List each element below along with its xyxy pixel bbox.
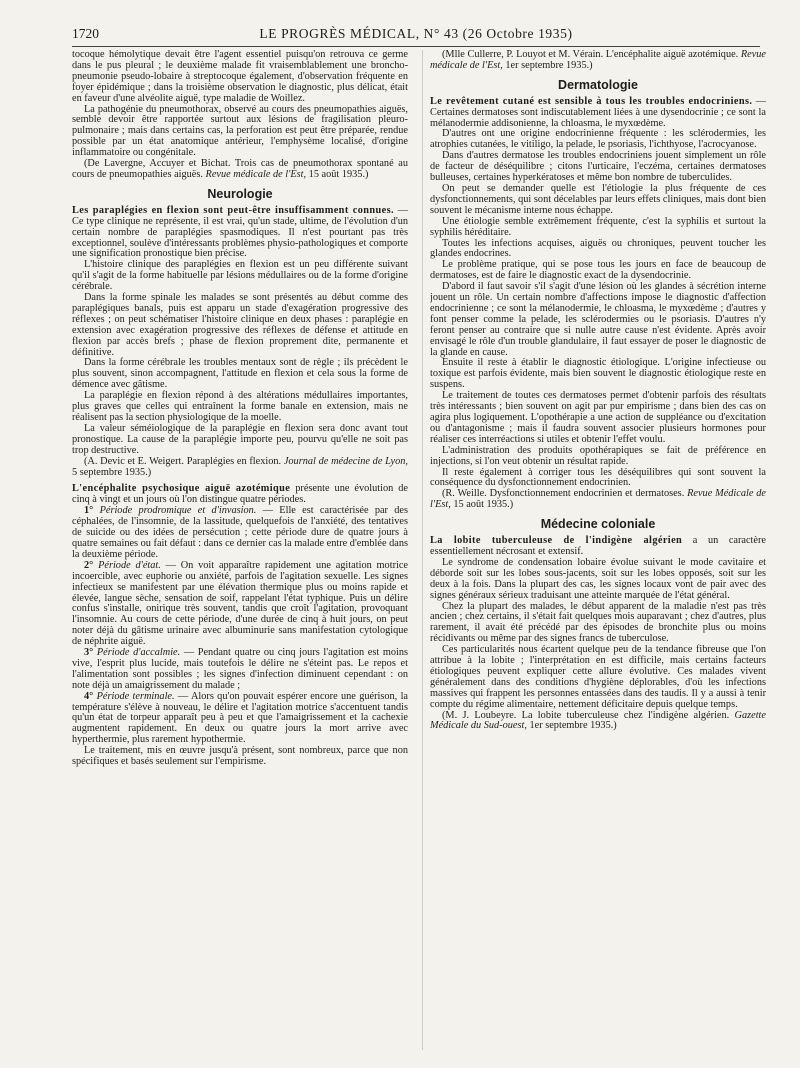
- left-column: [72, 50, 408, 1050]
- reference: (R. Weille. Dysfonctionnement endocrinien et dermatoses. Revue Médicale de l'Est, 15 août 1935.): [430, 488, 766, 511]
- paragraph: Il reste également à corriger tous les déséquilibres qui sont souvent la conséquence du dysfonctionnement endocrinien.: [430, 466, 766, 489]
- article-lead: Le revêtement cutané est sensible à tous les troubles endocriniens.: [430, 95, 753, 107]
- paragraph: La pathogénie du pneumothorax, observé au cours des pneumopathies aiguës, semble devoir être rapportée surtout aux lésions de fragilisation pleuro-pulmonaire ; mais dans certains cas, la perforation est peut être préparée, rendue possible par un état anatomique antérieur, l'emphysème localisé, d'origine inflammatoire ou congénitale.: [72, 103, 408, 159]
- article-lead: Les paraplégies en flexion sont peut-être insuffisamment connues.: [72, 204, 394, 216]
- section-heading-neurologie: Neurologie: [207, 186, 273, 201]
- article-lead: La lobite tuberculeuse de l'indigène algérien: [430, 535, 683, 547]
- page-number: 1720: [72, 26, 99, 41]
- section-heading-medecine-coloniale: Médecine coloniale: [540, 517, 656, 532]
- running-title: LE PROGRÈS MÉDICAL, N° 43 (26 Octobre 1935): [259, 26, 573, 41]
- paragraph: On peut se demander quelle est l'étiologie la plus fréquente de ces dysfonctionnements, qui sont décelables par leurs effets cliniques, mais dont bien souvent le mécanisme interne nous échappe.: [430, 182, 766, 216]
- paragraph: 3° Période d'accalmie. — Pendant quatre ou cinq jours l'agitation est moins vive, l'esprit plus lucide, mais toutefois le délire ne s'éteint pas. Le repos et l'alimentation sont possibles ; les signes d'infection diminuent cependant : on note déjà un amaigrissement du malade ;: [72, 647, 408, 691]
- paragraph: D'autres ont une origine endocrinienne fréquente : les sclérodermies, les atrophies cutanées, le vitiligo, la pelade, le psoriasis, l'ichthyose, l'acrocyanose.: [430, 128, 766, 151]
- section-heading-dermatologie: Dermatologie: [558, 77, 638, 92]
- paragraph: Le traitement, mis en œuvre jusqu'à présent, sont nombreux, parce que non spécifiques et basés seulement sur l'empirisme.: [72, 745, 408, 768]
- paragraph: Chez la plupart des malades, le début apparent de la maladie n'est pas très ancien ; chez certains, il s'était fait quelques mois auparavant ; chez d'autres, plus rarement, il avait été précédé par des épisodes de bronchite plus ou moins récidivants ou même par des signes francs de tuberculose.: [430, 600, 766, 645]
- paragraph: Ensuite il reste à établir le diagnostic étiologique. L'origine infectieuse ou toxique est parfois évidente, mais bien souvent le diagnostic étiologique reste en suspens.: [430, 357, 766, 391]
- paragraph: 2° Période d'état. — On voit apparaître rapidement une agitation motrice incoercible, avec euphorie ou anxiété, parfois de l'agitation sexuelle. Les signes infectieux se manifestent par une élévation thermique plus ou moins rapide et élevée, langue sèche, sensation de soif, rappelant l'état typhique. Puis un délire confus s'installe, onirique très souvent, tandis que croît l'agitation, provoquant l'insomnie. Au cours de cette période, d'une durée de cinq à huit jours, on peut noter déjà du gâtisme urinaire avec albuminurie sans manifestation cytologique de néphrite aiguë.: [72, 559, 408, 648]
- reference: (Mlle Cullerre, P. Louyot et M. Vérain. L'encéphalite aiguë azotémique. Revue médicale de l'Est, 1er septembre 1935.): [430, 50, 766, 71]
- paragraph: Dans d'autres dermatose les troubles endocriniens jouent simplement un rôle de facteur de déséquilibre ; citons l'urticaire, l'eczéma, certaines dermatoses bulleuses, certaines hyperkératoses et même bon nombre de tuberculides.: [430, 150, 766, 184]
- paragraph: L'histoire clinique des paraplégies en flexion est un peu différente suivant qu'il s'agit de la forme habituelle par lésions médullaires ou de la forme d'origine cérébrale.: [72, 259, 408, 293]
- paragraph: 1° Période prodromique et d'invasion. — Elle est caractérisée par des céphalées, de l'insomnie, de la lassitude, quelquefois de l'anxiété, des tentatives de suicide ou des idées de persécution ; cette période dure de quatre jours à quatre semaines ou fait défaut : dans ce dernier cas la malade entre d'emblée dans la deuxième période.: [72, 505, 408, 560]
- reference: (M. J. Loubeyre. La lobite tuberculeuse chez l'indigène algérien. Gazette Médicale du Sud-ouest, 1er septembre 1935.): [430, 709, 766, 732]
- paragraph: Le syndrome de condensation lobaire évolue suivant le mode cavitaire et déborde soit sur les lobes sous-jacents, soit sur les lobes opposés, soit sur les deux à la fois. Dans la plupart des cas, les signes locaux vont de pair avec des signes généraux sérieux traduisant une atteinte marquée de l'état général.: [430, 556, 766, 601]
- paragraph: Dans la forme spinale les malades se sont présentés au début comme des paraplégiques banals, puis est apparu un stade d'exagération progressive des réflexes ; on peut schématiser l'histoire clinique en deux phases : paraplégie en extension avec exagération progressive des réflexes de défense et attitude en flexion par accès brefs ; phase de flexion proprement dite, permanente et définitive.: [72, 292, 408, 358]
- paragraph: Le revêtement cutané est sensible à tous les troubles endocriniens. — Certaines dermatoses sont indiscutablement liées à une dysendocrinie ; ce sont la mélanodermie addisonienne, la chloasma, le myxœdème.: [430, 95, 766, 129]
- paragraph: La paraplégie en flexion répond à des altérations médullaires importantes, plus graves que celles qui entraînent la forme banale en extension, mais ne réalisent pas la section physiologique de la moelle.: [72, 390, 408, 423]
- paragraph: Toutes les infections acquises, aiguës ou chroniques, peuvent toucher les glandes endocrines.: [430, 237, 766, 260]
- paragraph: La valeur séméiologique de la paraplégie en flexion sera donc avant tout pronostique. La cause de la paraplégie importe peu, pourvu qu'elle ne soit pas trop destructive.: [72, 422, 408, 456]
- right-column: [430, 50, 766, 1050]
- paragraph: Les paraplégies en flexion sont peut-être insuffisamment connues. — Ce type clinique ne représente, il est vrai, qu'un stade, ultime, de l'évolution d'un certain nombre de paraplégies spasmodiques. Il n'est pourtant pas très exceptionnel, soulève d'intéressants problèmes physio-pathologiques et comporte une signification pronostique bien précise.: [72, 204, 408, 260]
- paragraph: La lobite tuberculeuse de l'indigène algérien a un caractère essentiellement nécrosant et extensif.: [430, 535, 766, 557]
- article-lead: L'encéphalite psychosique aiguë azotémique: [72, 483, 291, 495]
- paragraph: Dans la forme cérébrale les troubles mentaux sont de règle ; ils précèdent le plus souvent, sinon accompagnent, l'attitude en flexion et cela sous la forme de démence avec gâtisme.: [72, 357, 408, 391]
- paragraph: Le problème pratique, qui se pose tous les jours en face de beaucoup de dermatoses, est de faire le diagnostic exact de la dysendocrinie.: [430, 259, 766, 282]
- paragraph: D'abord il faut savoir s'il s'agit d'une lésion où les glandes à sécrétion interne jouent un rôle. Un certain nombre d'affections impose le diagnostic d'affection endocrinienne ; ce sont la mélanodermie, le chloasma, le myxœdème ; d'autres y font penser comme la pelade, les sclérodermies ou le psoriasis. D'autres n'y feront penser au contraire que si nulle autre cause n'est évidente. Après avoir envisagé le rôle d'un trouble glandulaire, il faut essayer de poser le diagnostic de la glande en cause.: [430, 281, 766, 358]
- paragraph: Ces particularités nous écartent quelque peu de la tendance fibreuse que l'on attribue à la lobite ; l'interprétation en est difficile, mais certains facteurs étiologiques peuvent expliquer cette allure évolutive. Ces malades vivent généralement dans des conditions d'hygiène déplorables, d'où les infections massives qui frappent les personnes entassées dans des taudis. Il y a aussi à tenir compte du régime alimentaire, nettement déficitaire depuis quelque temps.: [430, 644, 766, 710]
- reference: (A. Devic et E. Weigert. Paraplégies en flexion. Journal de médecine de Lyon, 5 septembre 1935.): [72, 455, 408, 478]
- running-header: [72, 26, 760, 44]
- header-rule: [72, 46, 760, 47]
- paragraph: 4° Période terminale. — Alors qu'on pouvait espérer encore une guérison, la température s'élève à nouveau, le délire et l'agitation motrice s'accentuent tandis qu'un état de torpeur apparaît peu à peu et que l'amaigrissement et la cachexie augmentent rapidement. En deux ou quatre jours la mort arrive avec hyperthermie, plus rarement hypothermie.: [72, 690, 408, 746]
- paragraph: Le traitement de toutes ces dermatoses permet d'obtenir parfois des résultats très intéressants ; bien souvent on agit par pur empirisme ; dans bien des cas on agira plus logiquement. L'opothérapie a une action de suppléance ou d'excitation ou d'antagonisme ; mais il faudra souvent associer plusieurs hormones pour réaliser ces interréactions si utiles et obtenir l'effet voulu.: [430, 390, 766, 445]
- column-divider: [422, 50, 423, 1050]
- paragraph: L'encéphalite psychosique aiguë azotémique présente une évolution de cinq à vingt et un jours où l'on distingue quatre périodes.: [72, 483, 408, 506]
- paragraph: Une étiologie semble extrêmement fréquente, c'est la syphilis et surtout la syphilis héréditaire.: [430, 215, 766, 238]
- paragraph: tocoque hémolytique devait être l'agent essentiel puisqu'on retrouva ce germe dans le pus pleural ; le deuxième malade fit vraisemblablement une broncho-pneumonie pseudo-lobaire à streptocoque également, d'observation fréquente en foyer épidémique ; dans la troisième observation le diagnostic, plus délicat, était en faveur d'une alvéolite aiguë, type maladie de Woillez.: [72, 50, 408, 104]
- paragraph: L'administration des produits opothérapiques se fait de préférence en injections, si l'on veut obtenir un résultat rapide.: [430, 444, 766, 467]
- reference: (De Lavergne, Accuyer et Bichat. Trois cas de pneumothorax spontané au cours de pneumopathies aiguës. Revue médicale de l'Est, 15 août 1935.): [72, 158, 408, 180]
